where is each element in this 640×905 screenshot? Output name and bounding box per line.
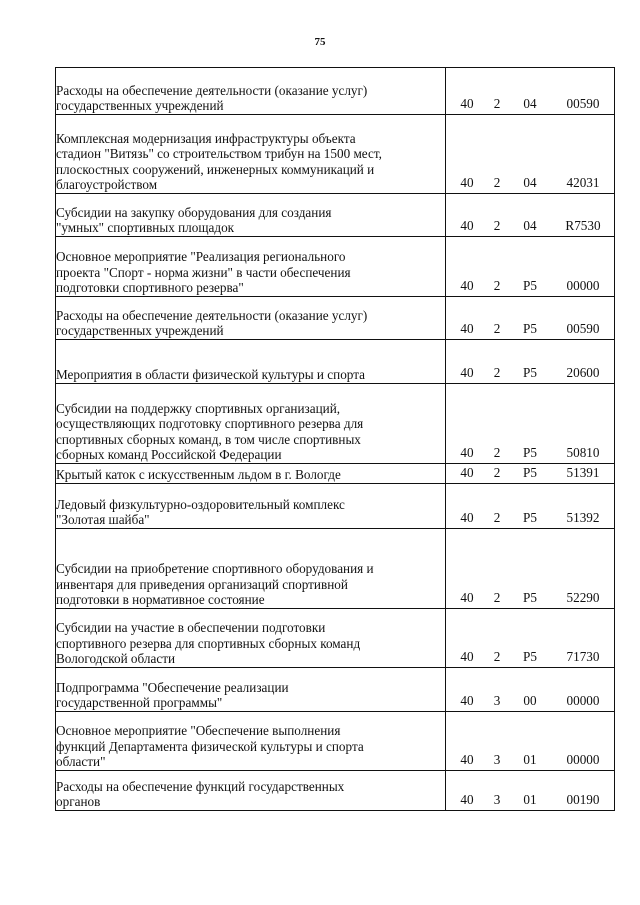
description-line: Субсидии на участие в обеспечении подготовки bbox=[56, 620, 326, 636]
description-line: Основное мероприятие "Обеспечение выполнения bbox=[56, 723, 341, 739]
code-ministry: 40 bbox=[460, 792, 474, 808]
code-subprogram: 2 bbox=[493, 365, 501, 381]
row-codes bbox=[446, 384, 615, 464]
code-activity: 04 bbox=[523, 218, 537, 234]
row-description bbox=[56, 115, 446, 194]
row-description bbox=[56, 340, 446, 384]
code-subprogram: 3 bbox=[493, 752, 501, 768]
code-direction: 00190 bbox=[566, 792, 600, 808]
code-direction: 71730 bbox=[566, 649, 600, 665]
description-line: Расходы на обеспечение функций государственных bbox=[56, 778, 345, 794]
table-row bbox=[56, 712, 615, 771]
code-ministry: 40 bbox=[460, 321, 474, 337]
budget-table-body bbox=[56, 68, 615, 811]
code-direction: 20600 bbox=[566, 365, 600, 381]
description-line: осуществляющих подготовку спортивного резерва для bbox=[56, 416, 364, 432]
code-subprogram: 2 bbox=[493, 321, 501, 337]
code-direction: 00000 bbox=[566, 693, 600, 709]
code-activity: P5 bbox=[523, 365, 537, 381]
row-codes bbox=[446, 194, 615, 237]
row-codes bbox=[446, 68, 615, 115]
row-description bbox=[56, 529, 446, 609]
code-ministry: 40 bbox=[460, 649, 474, 665]
row-description bbox=[56, 297, 446, 340]
description-line: Крытый каток с искусственным льдом в г. Вологде bbox=[56, 467, 341, 483]
table-row bbox=[56, 297, 615, 340]
description-line: "Золотая шайба" bbox=[56, 512, 150, 528]
code-subprogram: 2 bbox=[493, 96, 501, 112]
table-row bbox=[56, 484, 615, 529]
row-codes bbox=[446, 771, 615, 811]
description-line: государственных учреждений bbox=[56, 98, 224, 114]
code-ministry: 40 bbox=[460, 590, 474, 606]
code-subprogram: 2 bbox=[493, 175, 501, 191]
code-subprogram: 3 bbox=[493, 792, 501, 808]
row-description bbox=[56, 194, 446, 237]
code-ministry: 40 bbox=[460, 175, 474, 191]
code-ministry: 40 bbox=[460, 445, 474, 461]
code-activity: 04 bbox=[523, 96, 537, 112]
budget-table bbox=[55, 67, 615, 811]
row-description bbox=[56, 68, 446, 115]
description-line: сборных команд Российской Федерации bbox=[56, 447, 282, 463]
table-row bbox=[56, 464, 615, 484]
table-row bbox=[56, 771, 615, 811]
description-line: Субсидии на закупку оборудования для создания bbox=[56, 204, 332, 220]
code-activity: P5 bbox=[523, 465, 537, 481]
description-line: Расходы на обеспечение деятельности (оказание услуг) bbox=[56, 82, 368, 98]
description-line: спортивного резерва для спортивных сборных команд bbox=[56, 635, 361, 651]
code-activity: P5 bbox=[523, 445, 537, 461]
code-activity: 01 bbox=[523, 792, 537, 808]
description-line: инвентаря для приведения организаций спортивной bbox=[56, 576, 348, 592]
description-line: подготовки спортивного резерва" bbox=[56, 280, 244, 296]
row-description bbox=[56, 464, 446, 484]
code-activity: P5 bbox=[523, 590, 537, 606]
code-direction: 00000 bbox=[566, 278, 600, 294]
code-ministry: 40 bbox=[460, 278, 474, 294]
code-subprogram: 3 bbox=[493, 693, 501, 709]
row-description bbox=[56, 609, 446, 668]
code-ministry: 40 bbox=[460, 218, 474, 234]
row-codes bbox=[446, 668, 615, 712]
code-direction: R7530 bbox=[565, 218, 601, 234]
description-line: Мероприятия в области физической культуры и спорта bbox=[56, 367, 365, 383]
code-direction: 00590 bbox=[566, 321, 600, 337]
description-line: спортивных сборных команд, в том числе спортивных bbox=[56, 431, 361, 447]
code-subprogram: 2 bbox=[493, 445, 501, 461]
description-line: государственных учреждений bbox=[56, 323, 224, 339]
code-subprogram: 2 bbox=[493, 590, 501, 606]
code-direction: 51392 bbox=[566, 510, 600, 526]
code-ministry: 40 bbox=[460, 365, 474, 381]
row-codes bbox=[446, 115, 615, 194]
code-ministry: 40 bbox=[460, 752, 474, 768]
description-line: области" bbox=[56, 754, 106, 770]
description-line: органов bbox=[56, 794, 101, 810]
row-description bbox=[56, 484, 446, 529]
code-subprogram: 2 bbox=[493, 649, 501, 665]
row-codes bbox=[446, 297, 615, 340]
row-description bbox=[56, 384, 446, 464]
code-direction: 00590 bbox=[566, 96, 600, 112]
row-codes bbox=[446, 340, 615, 384]
code-subprogram: 2 bbox=[493, 510, 501, 526]
table-row bbox=[56, 668, 615, 712]
row-codes bbox=[446, 237, 615, 297]
row-codes bbox=[446, 609, 615, 668]
code-activity: P5 bbox=[523, 649, 537, 665]
description-line: стадион "Витязь" со строительством трибун на 1500 мест, bbox=[56, 146, 382, 162]
code-direction: 51391 bbox=[566, 465, 600, 481]
code-activity: 01 bbox=[523, 752, 537, 768]
table-row bbox=[56, 609, 615, 668]
table-row bbox=[56, 68, 615, 115]
description-line: функций Департамента физической культуры и спорта bbox=[56, 738, 364, 754]
row-description bbox=[56, 712, 446, 771]
table-row bbox=[56, 340, 615, 384]
description-line: плоскостных сооружений, инженерных коммуникаций и bbox=[56, 161, 375, 177]
code-activity: 04 bbox=[523, 175, 537, 191]
description-line: Субсидии на приобретение спортивного оборудования и bbox=[56, 561, 374, 577]
table-row bbox=[56, 194, 615, 237]
code-activity: P5 bbox=[523, 321, 537, 337]
code-ministry: 40 bbox=[460, 465, 474, 481]
description-line: Комплексная модернизация инфраструктуры объекта bbox=[56, 130, 356, 146]
code-subprogram: 2 bbox=[493, 278, 501, 294]
description-line: государственной программы" bbox=[56, 695, 223, 711]
code-ministry: 40 bbox=[460, 96, 474, 112]
code-direction: 00000 bbox=[566, 752, 600, 768]
table-row bbox=[56, 529, 615, 609]
code-subprogram: 2 bbox=[493, 218, 501, 234]
row-description bbox=[56, 237, 446, 297]
code-ministry: 40 bbox=[460, 510, 474, 526]
table-row bbox=[56, 237, 615, 297]
row-codes bbox=[446, 464, 615, 484]
code-activity: P5 bbox=[523, 278, 537, 294]
code-direction: 42031 bbox=[566, 175, 600, 191]
page-number: 75 bbox=[314, 36, 326, 48]
description-line: Подпрограмма "Обеспечение реализации bbox=[56, 679, 289, 695]
description-line: подготовки в нормативное состояние bbox=[56, 592, 265, 608]
table-row bbox=[56, 115, 615, 194]
code-direction: 52290 bbox=[566, 590, 600, 606]
description-line: благоустройством bbox=[56, 177, 158, 193]
description-line: Основное мероприятие "Реализация регионального bbox=[56, 249, 346, 265]
row-codes bbox=[446, 529, 615, 609]
table-row bbox=[56, 384, 615, 464]
description-line: Субсидии на поддержку спортивных организаций, bbox=[56, 400, 341, 416]
code-activity: 00 bbox=[523, 693, 537, 709]
description-line: проекта "Спорт - норма жизни" в части обеспечения bbox=[56, 264, 351, 280]
row-description bbox=[56, 668, 446, 712]
description-line: Вологодской области bbox=[56, 651, 176, 667]
code-activity: P5 bbox=[523, 510, 537, 526]
code-ministry: 40 bbox=[460, 693, 474, 709]
row-codes bbox=[446, 712, 615, 771]
description-line: "умных" спортивных площадок bbox=[56, 220, 235, 236]
code-subprogram: 2 bbox=[493, 465, 501, 481]
row-codes bbox=[446, 484, 615, 529]
description-line: Расходы на обеспечение деятельности (оказание услуг) bbox=[56, 307, 368, 323]
code-direction: 50810 bbox=[566, 445, 600, 461]
row-description bbox=[56, 771, 446, 811]
description-line: Ледовый физкультурно-оздоровительный комплекс bbox=[56, 496, 345, 512]
